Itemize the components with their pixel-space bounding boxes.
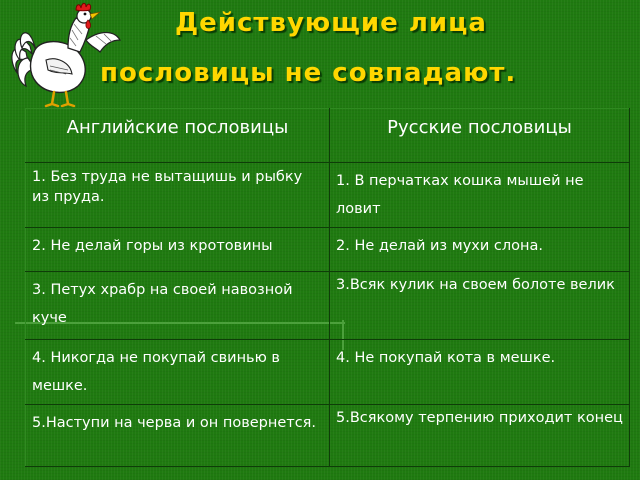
russian-proverb-cell: 2. Не делай из мухи слона. <box>330 228 630 272</box>
table-row <box>26 405 630 467</box>
english-proverb-cell: 1. Без труда не вытащишь и рыбку из пруда. <box>26 163 330 228</box>
slide-title-line-1: Действующие лица <box>175 8 487 38</box>
header-english-proverbs: Английские пословицы <box>26 109 330 163</box>
english-proverb-cell: 2. Не делай горы из кротовины <box>26 228 330 272</box>
rooster-icon <box>8 0 128 110</box>
slide-title-line-2: пословицы не совпадают. <box>100 58 517 88</box>
russian-proverb-cell: 5.Всякому терпению приходит конец <box>330 405 630 467</box>
russian-proverb-cell: 4. Не покупай кота в мешке. <box>330 340 630 405</box>
russian-proverb-cell: 3.Всяк кулик на своем болоте велик <box>330 272 630 340</box>
english-proverb-cell: 3. Петух храбр на своей навозной куче <box>26 272 330 340</box>
table-row <box>26 272 630 340</box>
table-row <box>26 340 630 405</box>
proverbs-table <box>25 108 630 467</box>
russian-proverb-cell: 1. В перчатках кошка мышей не ловит <box>330 163 630 228</box>
english-proverb-cell: 4. Никогда не покупай свинью в мешке. <box>26 340 330 405</box>
header-russian-proverbs: Русские пословицы <box>330 109 630 163</box>
table-header-row <box>26 109 630 163</box>
table-row <box>26 228 630 272</box>
table-row <box>26 163 630 228</box>
english-proverb-cell: 5.Наступи на черва и он повернется. <box>26 405 330 467</box>
